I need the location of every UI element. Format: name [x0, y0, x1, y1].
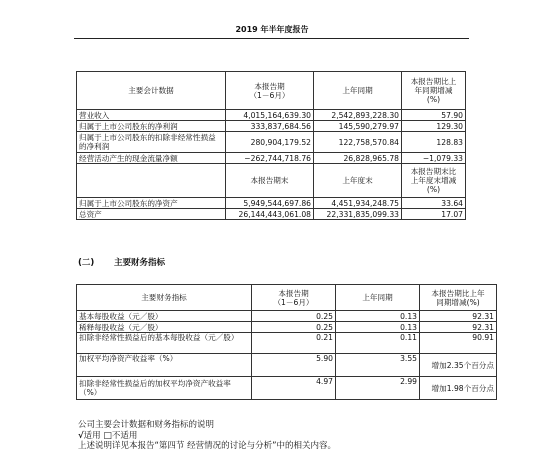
- header-cell: 上年同期: [314, 72, 402, 110]
- row-label: 归属于上市公司股东的扣除非经常性损益的净利润: [77, 132, 226, 153]
- header-cell: 本报告期 （1－6月）: [252, 285, 336, 311]
- value-cell: 122,758,570.84: [314, 132, 402, 153]
- value-cell: 0.25: [252, 322, 336, 333]
- header-cell: 本报告期末: [226, 164, 314, 198]
- table-row: [77, 354, 497, 377]
- value-cell: 129.30: [402, 121, 466, 132]
- value-cell: 增加1.98个百分点: [420, 377, 497, 400]
- section-heading: [78, 256, 165, 268]
- header-cell: 本报告期 （1－6月）: [226, 72, 314, 110]
- value-cell: 90.91: [420, 333, 497, 354]
- table-row: [77, 121, 466, 132]
- value-cell: 3.55: [336, 354, 420, 377]
- header-cell: [77, 164, 226, 198]
- value-cell: 0.25: [252, 311, 336, 322]
- row-label: 营业收入: [77, 110, 226, 121]
- header-cell: 上年度末: [314, 164, 402, 198]
- value-cell: 145,590,279.97: [314, 121, 402, 132]
- accounting-data-table: [76, 71, 466, 220]
- value-cell: 5.90: [252, 354, 336, 377]
- value-cell: 4,015,164,639.30: [226, 110, 314, 121]
- value-cell: −1,079.33: [402, 153, 466, 164]
- row-label: 稀释每股收益（元／股）: [77, 322, 252, 333]
- row-label: 基本每股收益（元／股）: [77, 311, 252, 322]
- value-cell: 57.90: [402, 110, 466, 121]
- row-label: 经营活动产生的现金流量净额: [77, 153, 226, 164]
- value-cell: −262,744,718.76: [226, 153, 314, 164]
- value-cell: 2.99: [336, 377, 420, 400]
- report-header: 2019 年半年度报告: [235, 25, 309, 34]
- header-rule: [74, 38, 469, 39]
- table-row: [77, 322, 497, 333]
- value-cell: 0.13: [336, 311, 420, 322]
- header-cell: 主要会计数据: [77, 72, 226, 110]
- applicable-label: 适用: [83, 430, 101, 441]
- value-cell: 5,949,544,697.86: [226, 198, 314, 209]
- table-row: [77, 153, 466, 164]
- table-row: [77, 333, 497, 354]
- section-title: 主要财务指标: [114, 258, 166, 268]
- value-cell: 333,837,684.56: [226, 121, 314, 132]
- value-cell: 0.13: [336, 322, 420, 333]
- row-label: 加权平均净资产收益率（%）: [77, 354, 252, 377]
- value-cell: 2,542,893,228.30: [314, 110, 402, 121]
- section-number: (二): [78, 258, 95, 268]
- table-row: [77, 110, 466, 121]
- value-cell: 22,331,835,099.33: [314, 209, 402, 220]
- empty-checkbox-icon: □: [103, 430, 112, 441]
- header-cell: 上年同期: [336, 285, 420, 311]
- row-label: 归属于上市公司股东的净利润: [77, 121, 226, 132]
- table-row: [77, 198, 466, 209]
- row-label: 总资产: [77, 209, 226, 220]
- notes-reference: 上述说明详见本报告“第四节 经营情况的讨论与分析”中的相关内容。: [78, 441, 337, 451]
- table-row: [77, 377, 497, 400]
- value-cell: 26,828,965.78: [314, 153, 402, 164]
- notes-title: 公司主要会计数据和财务指标的说明: [78, 420, 215, 430]
- value-cell: 增加2.35个百分点: [420, 354, 497, 377]
- value-cell: 4.97: [252, 377, 336, 400]
- notes: [78, 420, 336, 452]
- applicability-line: [78, 431, 336, 442]
- header-cell: 本报告期比上年 同期增减(%): [420, 285, 497, 311]
- value-cell: 280,904,179.52: [226, 132, 314, 153]
- value-cell: 4,451,934,248.75: [314, 198, 402, 209]
- value-cell: 128.83: [402, 132, 466, 153]
- value-cell: 17.07: [402, 209, 466, 220]
- value-cell: 92.31: [420, 311, 497, 322]
- value-cell: 0.21: [252, 333, 336, 354]
- row-label: 扣除非经常性损益后的加权平均净资产收益率（%）: [77, 377, 252, 400]
- value-cell: 92.31: [420, 322, 497, 333]
- table-row: [77, 311, 497, 322]
- value-cell: 0.11: [336, 333, 420, 354]
- check-mark-icon: √: [78, 430, 84, 441]
- financial-indicators-table: [76, 284, 497, 400]
- row-label: 归属于上市公司股东的净资产: [77, 198, 226, 209]
- header-cell: 本报告期末比 上年度末增减 (%): [402, 164, 466, 198]
- header-cell: 主要财务指标: [77, 285, 252, 311]
- table-row: [77, 209, 466, 220]
- value-cell: 33.64: [402, 198, 466, 209]
- table-row: [77, 132, 466, 153]
- row-label: 扣除非经常性损益后的基本每股收益（元／股）: [77, 333, 252, 354]
- header-cell: 本报告期比上 年同期增减 (%): [402, 72, 466, 110]
- value-cell: 26,144,443,061.08: [226, 209, 314, 220]
- not-applicable-label: 不适用: [111, 430, 138, 441]
